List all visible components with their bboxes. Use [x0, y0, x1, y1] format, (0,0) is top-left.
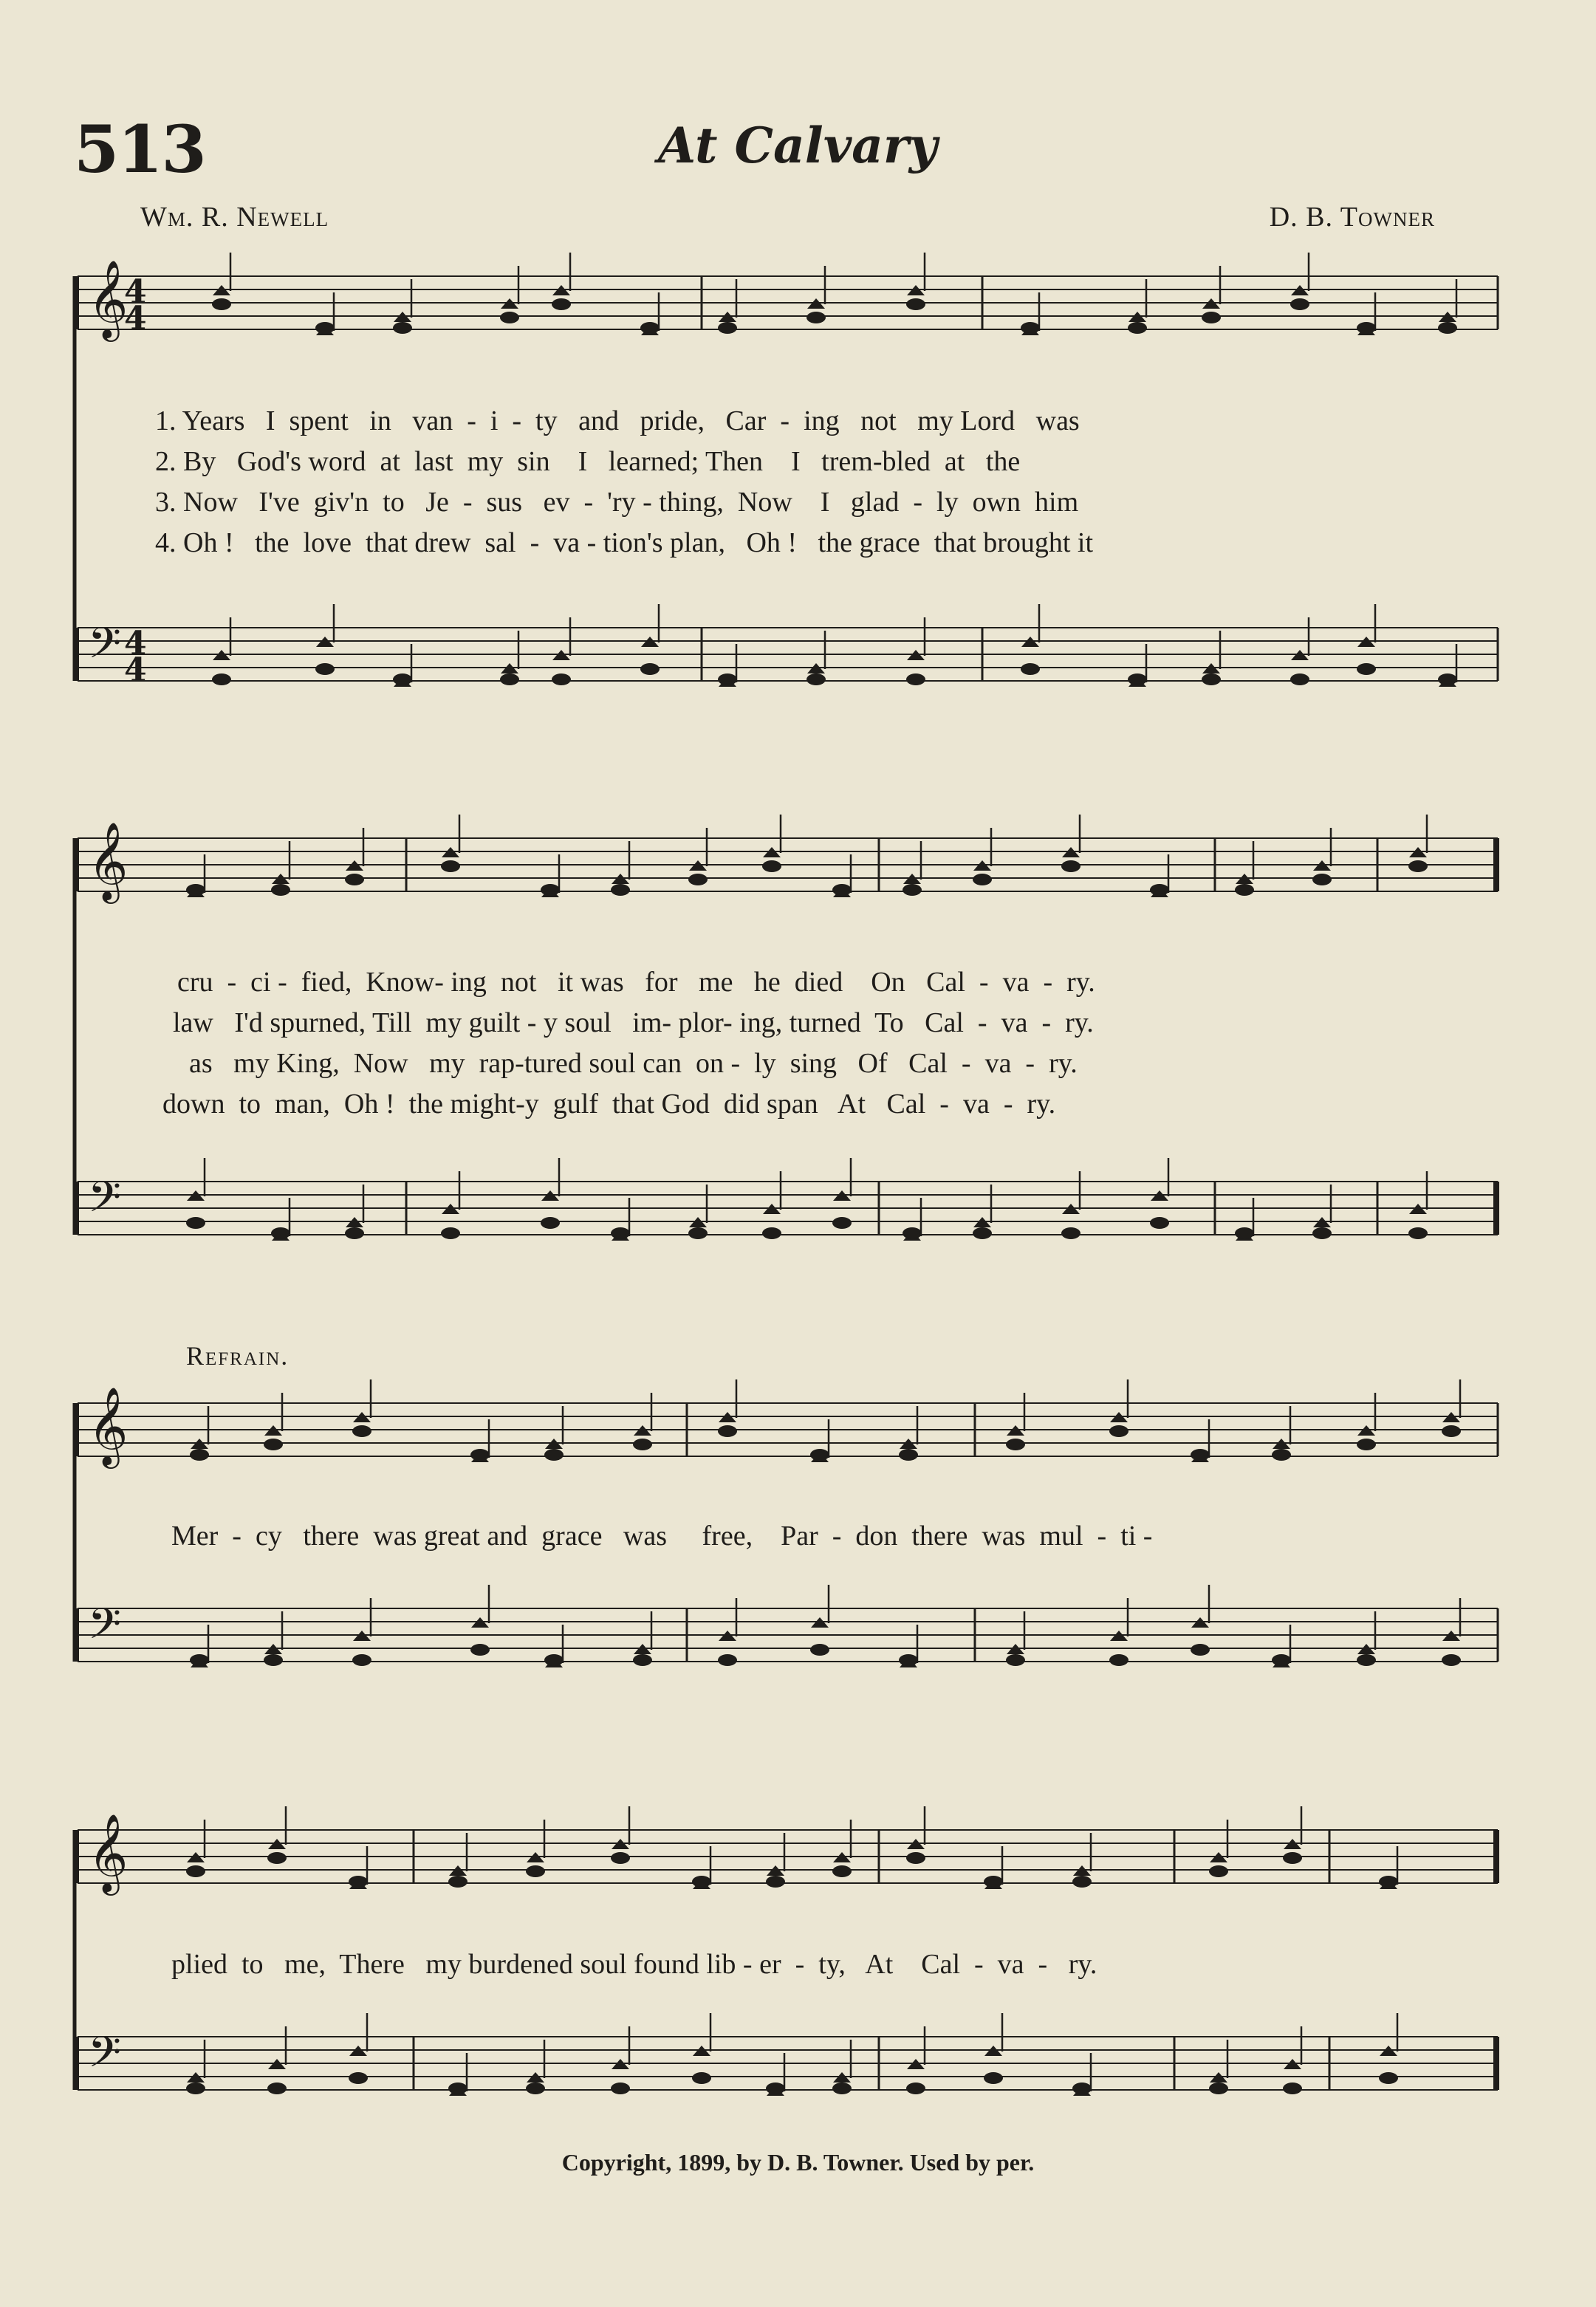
note-head [688, 874, 708, 885]
lyric-line-s2-v2: law I'd spurned, Till my guilt - y soul im- plor- ing, turned To Cal - va - ry. [173, 1007, 1094, 1038]
note-head [1150, 884, 1169, 896]
note-head [906, 298, 925, 310]
bass-clef: 𝄢 [88, 1599, 122, 1659]
note-head [1072, 1876, 1092, 1888]
note-head [611, 884, 630, 896]
note-head [1438, 322, 1457, 334]
note-head [349, 1876, 368, 1888]
note-head [762, 860, 781, 872]
note-head [766, 2083, 785, 2094]
note-head [393, 322, 412, 334]
lyric-line-s1-v3: 3. Now I've giv'n to Je - sus ev - 'ry - thing, Now I glad - ly own him [155, 487, 1079, 518]
time-signature-treble: 4 [124, 300, 147, 337]
note-head [984, 1876, 1003, 1888]
note-head [212, 298, 231, 310]
note-head [806, 312, 826, 323]
note-head [552, 298, 571, 310]
note-head [315, 663, 335, 675]
hymn-title: At Calvary [657, 117, 938, 174]
note-head [1312, 874, 1332, 885]
note-head [1235, 884, 1254, 896]
note-head [1283, 1852, 1302, 1864]
note-head [1408, 860, 1428, 872]
lyric-line-s2-v4: down to man, Oh ! the might-y gulf that God did span At Cal - va - ry. [162, 1089, 1056, 1120]
note-head [906, 1852, 925, 1864]
final-barline [1493, 838, 1499, 891]
note-head [906, 673, 925, 685]
note-head [903, 1227, 922, 1239]
note-head [1357, 1439, 1376, 1450]
note-head [190, 1654, 209, 1666]
note-head [1191, 1644, 1210, 1656]
note-head [1379, 1876, 1398, 1888]
note-head [832, 1865, 852, 1877]
note-head [1442, 1425, 1461, 1437]
note-head [352, 1654, 371, 1666]
note-head [906, 2083, 925, 2094]
lyric-line-s1-v4: 4. Oh ! the love that drew sal - va - tion's plan, Oh ! the grace that brought it [155, 527, 1094, 558]
note-head [541, 1217, 560, 1229]
note-head [1290, 673, 1309, 685]
note-head [1061, 1227, 1080, 1239]
note-head [526, 1865, 545, 1877]
note-head [345, 874, 364, 885]
note-head [544, 1449, 564, 1461]
note-head [1128, 673, 1147, 685]
note-head [1128, 322, 1147, 334]
note-head [973, 1227, 992, 1239]
note-head [832, 884, 852, 896]
note-head [1021, 322, 1040, 334]
note-head [1235, 1227, 1254, 1239]
time-signature-bass: 4 [124, 625, 147, 662]
note-head [541, 884, 560, 896]
note-head [267, 2083, 287, 2094]
note-head [1191, 1449, 1210, 1461]
note-head [500, 312, 519, 323]
note-head [315, 322, 335, 334]
note-head [526, 2083, 545, 2094]
note-head [1209, 1865, 1228, 1877]
note-head [899, 1654, 918, 1666]
note-head [1357, 663, 1376, 675]
note-head [190, 1449, 209, 1461]
note-head [1357, 322, 1376, 334]
note-head [832, 2083, 852, 2094]
note-head [1272, 1654, 1291, 1666]
note-head [1202, 312, 1221, 323]
note-head [762, 1227, 781, 1239]
note-head [611, 2083, 630, 2094]
note-head [899, 1449, 918, 1461]
note-head [1072, 2083, 1092, 2094]
note-head [692, 2072, 711, 2084]
note-head [640, 663, 660, 675]
note-head [441, 860, 460, 872]
note-head [810, 1644, 829, 1656]
treble-clef: 𝄞 [88, 1813, 129, 1892]
note-head [345, 1227, 364, 1239]
copyright-notice: Copyright, 1899, by D. B. Towner. Used by per. [561, 2149, 1035, 2176]
note-head [349, 2072, 368, 2084]
lyric-line-s4: plied to me, There my burdened soul found lib - er - ty, At Cal - va - ry. [171, 1949, 1097, 1980]
note-head [1312, 1227, 1332, 1239]
note-head [544, 1654, 564, 1666]
note-head [186, 884, 205, 896]
note-head [470, 1644, 490, 1656]
bass-clef: 𝄢 [88, 2027, 122, 2088]
note-head [1209, 2083, 1228, 2094]
note-head [1021, 663, 1040, 675]
note-head [806, 673, 826, 685]
note-head [186, 1217, 205, 1229]
lyricist-credit: Wm. R. Newell [140, 202, 329, 233]
note-head [186, 1865, 205, 1877]
note-head [448, 2083, 468, 2094]
note-head [552, 673, 571, 685]
note-head [1109, 1654, 1128, 1666]
note-head [766, 1876, 785, 1888]
treble-clef: 𝄞 [88, 259, 129, 338]
note-head [973, 874, 992, 885]
time-signature-bass: 4 [124, 651, 147, 689]
hymn-number: 513 [74, 111, 205, 188]
bass-clef: 𝄢 [88, 618, 122, 679]
time-signature-treble: 4 [124, 273, 147, 311]
note-head [186, 2083, 205, 2094]
note-head [1109, 1425, 1128, 1437]
lyric-line-s3: Mer - cy there was great and grace was free, Par - don there was mul - ti - [171, 1521, 1153, 1552]
note-head [984, 2072, 1003, 2084]
note-head [1442, 1654, 1461, 1666]
note-head [393, 673, 412, 685]
note-head [1438, 673, 1457, 685]
composer-credit: D. B. Towner [1269, 202, 1435, 233]
note-head [1408, 1227, 1428, 1239]
note-head [441, 1227, 460, 1239]
note-head [448, 1876, 468, 1888]
note-head [1061, 860, 1080, 872]
note-head [633, 1654, 652, 1666]
treble-clef: 𝄞 [88, 1386, 129, 1465]
note-head [1150, 1217, 1169, 1229]
note-head [633, 1439, 652, 1450]
treble-clef: 𝄞 [88, 821, 129, 900]
note-head [1272, 1449, 1291, 1461]
note-head [692, 1876, 711, 1888]
refrain-label: Refrain. [186, 1341, 290, 1371]
note-head [1006, 1654, 1025, 1666]
bass-clef: 𝄢 [88, 1172, 122, 1233]
note-head [267, 1852, 287, 1864]
lyric-line-s1-v2: 2. By God's word at last my sin I learned; Then I trem-bled at the [155, 446, 1021, 477]
final-barline [1493, 1182, 1499, 1235]
note-head [271, 1227, 290, 1239]
note-head [1202, 673, 1221, 685]
note-head [903, 884, 922, 896]
note-head [1283, 2083, 1302, 2094]
note-head [264, 1654, 283, 1666]
note-head [611, 1852, 630, 1864]
note-head [640, 322, 660, 334]
note-head [718, 322, 737, 334]
lyric-line-s1-v1: 1. Years I spent in van - i - ty and pride, Car - ing not my Lord was [155, 405, 1080, 436]
note-head [1379, 2072, 1398, 2084]
note-head [832, 1217, 852, 1229]
lyric-line-s2-v3: as my King, Now my rap-tured soul can on - ly sing Of Cal - va - ry. [189, 1048, 1078, 1079]
note-head [810, 1449, 829, 1461]
note-head [500, 673, 519, 685]
note-head [264, 1439, 283, 1450]
note-head [611, 1227, 630, 1239]
final-barline [1493, 1830, 1499, 1883]
note-head [352, 1425, 371, 1437]
note-head [1357, 1654, 1376, 1666]
lyric-line-s2-v1: cru - ci - fied, Know- ing not it was for me he died On Cal - va - ry. [177, 967, 1095, 998]
note-head [271, 884, 290, 896]
note-head [718, 673, 737, 685]
note-head [688, 1227, 708, 1239]
note-head [1290, 298, 1309, 310]
note-head [1006, 1439, 1025, 1450]
note-head [718, 1425, 737, 1437]
note-head [470, 1449, 490, 1461]
note-head [718, 1654, 737, 1666]
note-head [212, 673, 231, 685]
final-barline [1493, 2037, 1499, 2090]
